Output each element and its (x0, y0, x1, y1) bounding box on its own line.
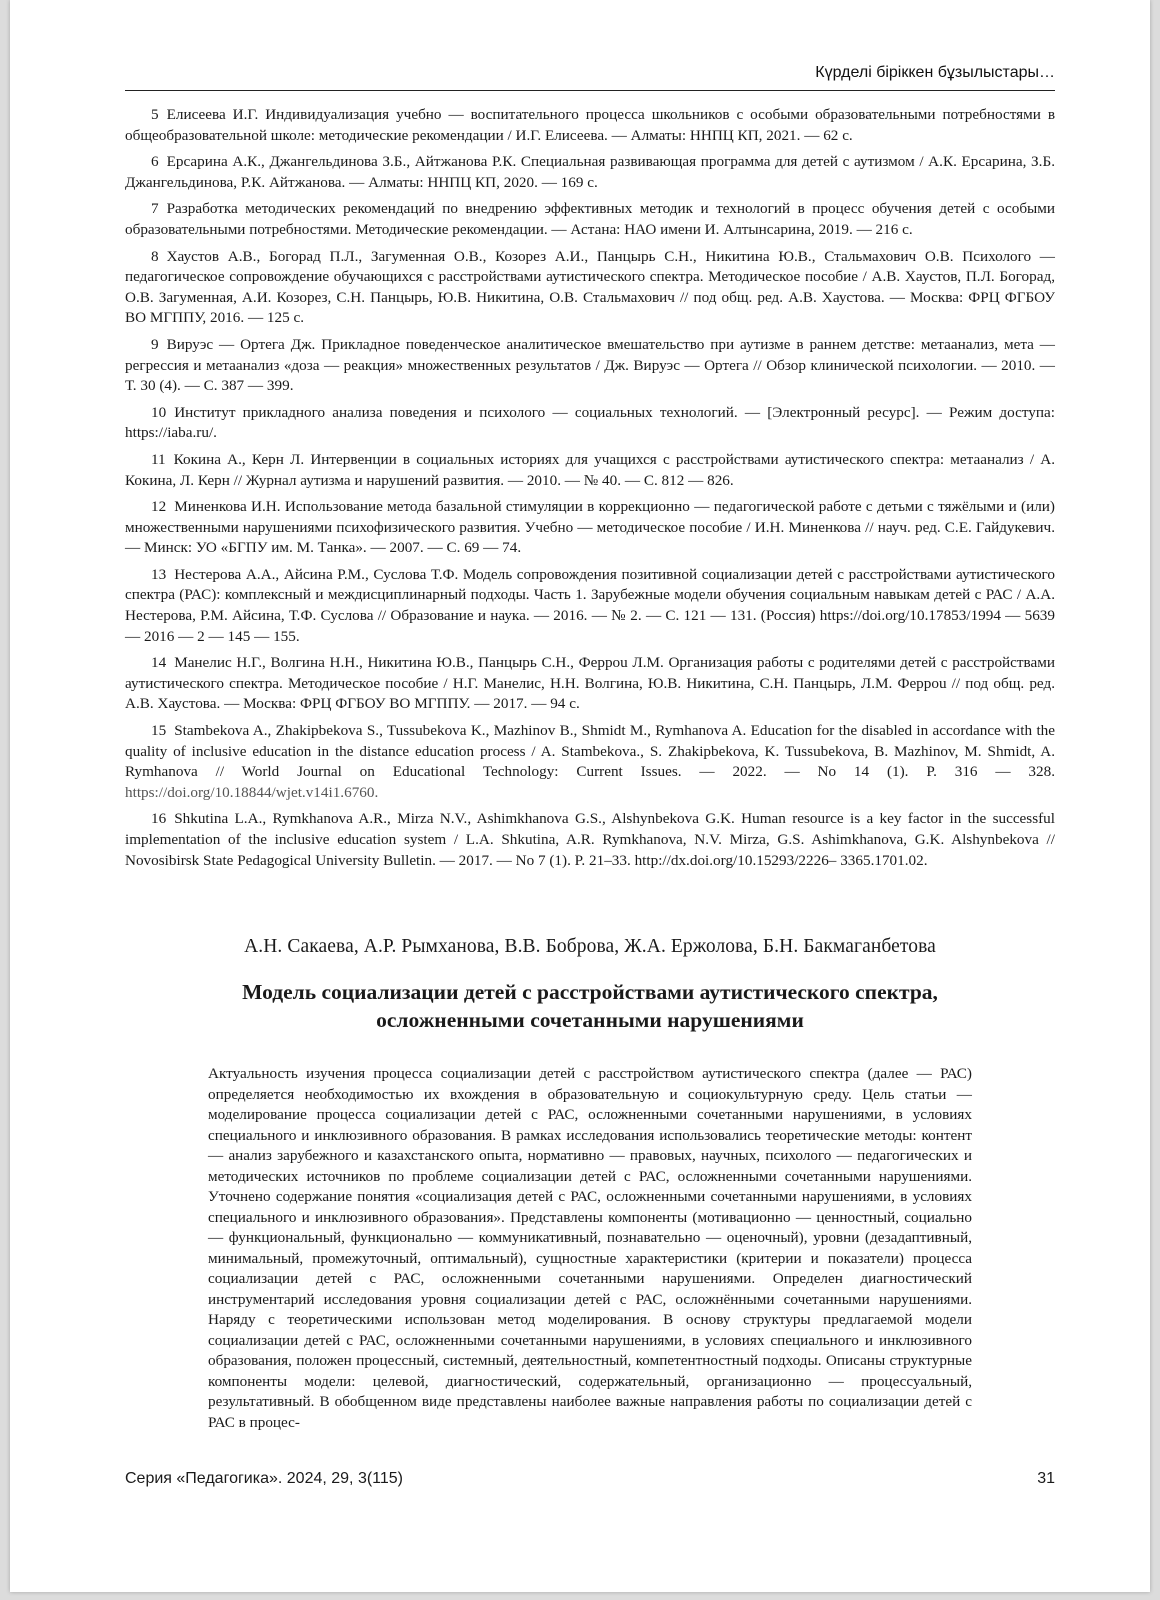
reference-text: Разработка методических рекомендаций по внедрению эффективных методик и технологий в процесс обучения детей с особыми образовательными потребностями. Методические рекомендации. — Астана: НАО имени И. Алтынсарина, 2019. — 216 с. (125, 200, 1055, 238)
reference-item (125, 565, 1055, 647)
reference-number: 14 (151, 654, 167, 672)
reference-number: 10 (151, 403, 167, 421)
page-number: 31 (1037, 1470, 1055, 1487)
reference-number: 12 (151, 498, 167, 516)
reference-item (125, 199, 1055, 240)
reference-item (125, 335, 1055, 397)
reference-text: Вируэс — Ортега Дж. Прикладное поведенческое аналитическое вмешательство при аутизме в раннем детстве: метаанализ, мета — регрессия и метаанализ «доза — реакция» множественных результатов / Дж. Вируэс — Ортега // Обзор клинической психологии. — 2010. — Т. 30 (4). — С. 387 — 399. (125, 335, 1055, 395)
journal-page (10, 0, 1150, 1592)
footer-series: Серия «Педагогика». 2024, 29, 3(115) (125, 1470, 404, 1487)
reference-item (125, 450, 1055, 491)
reference-number: 16 (151, 810, 167, 828)
reference-text: Shkutina L.A., Rymkhanova A.R., Mirza N.V., Ashimkhanova G.S., Alshynbekova G.K. Human resource is a key factor in the successful implementation of the inclusive education system / L.A. Shkutina, A.R. Rymkhanova, N.V. Mirza, G.S. Ashimkhanova, G.K. Alshynbekova // Novosibirsk State Pedagogical University Bulletin. — 2017. — No 7 (1). P. 21–33. http://dx.doi.org/10.15293/2226– 3365.1701.02. (125, 810, 1055, 869)
reference-list (125, 105, 1055, 877)
reference-text: Нестерова А.А., Айсина Р.М., Суслова Т.Ф. Модель сопровождения позитивной социализации детей с расстройствами аутистического спектра (РАС): комплексный и междисциплинарный подходы. Часть 1. Зарубежные модели обучения социальным навыкам детей с РАС / А.А. Нестерова, Р.М. Айсина, Т.Ф. Суслова // Образование и наука. — 2016. — № 2. — С. 121 — 131. (Россия) https://doi.org/10.17853/1994 — 5639 — 2016 — 2 — 145 — 155. (125, 565, 1055, 645)
reference-item (125, 653, 1055, 715)
reference-number: 5 (151, 106, 159, 123)
reference-text: Stambekova A., Zhakipbekova S., Tussubekova K., Mazhinov B., Shmidt M., Rymhanova A. Education for the disabled in accordance with the quality of inclusive education in the distance education process / A. Stambekova., S. Zhakipbekova, K. Tussubekova, B. Mazhinov, M. Shmidt, A. Rymhanova // World Journal on Educational Technology: Current Issues. — 2022. — No 14 (1). P. 316 — 328. (125, 722, 1055, 781)
reference-text: Хаустов А.В., Богорад П.Л., Загуменная О.В., Козорез А.И., Панцырь С.Н., Никитина Ю.В., Стальмахович О.В. Психолого — педагогическое сопровождение обучающихся с расстройствами аутистического спектра. Методическое пособие / А.В. Хаустов, П.Л. Богорад, О.В. Загуменная, А.И. Козорез, С.Н. Панцырь, Ю.В. Никитина, О.В. Стальмахович // под общ. ред. А.В. Хаустова. — Москва: ФРЦ ФГБОУ ВО МГППУ, 2016. — 125 с. (125, 247, 1055, 327)
reference-text: Манелис Н.Г., Волгина Н.Н., Никитина Ю.В., Панцырь С.Н., Ферроu Л.М. Организация работы с родителями детей с расстройствами аутистического спектра. Методическое пособие / Н.Г. Манелис, Н.Н. Волгина, Ю.В. Никитина, С.Н. Панцырь, Л.М. Ферроu // под общ. ред. А.В. Хаустова. — Москва: ФРЦ ФГБОУ ВО МГППУ. — 2017. — 94 с. (125, 654, 1055, 713)
reference-item (125, 105, 1055, 146)
reference-item (125, 809, 1055, 871)
reference-number: 6 (151, 153, 159, 171)
reference-number: 11 (151, 450, 166, 468)
reference-number: 7 (151, 200, 159, 218)
reference-item (125, 247, 1055, 329)
reference-text: Миненкова И.Н. Использование метода базальной стимуляции в коррекционно — педагогической работе с детьми с тяжёлыми и (или) множественными нарушениями психофизического развития. Учебно — методическое пособие / И.Н. Миненкова // науч. ред. С.Е. Гайдукевич. — Минск: УО «БГПУ им. М. Танка». — 2007. — С. 69 — 74. (125, 498, 1055, 557)
reference-number: 13 (151, 565, 167, 583)
article-abstract: Актуальность изучения процесса социализации детей с расстройством аутистического спектра (далее — РАС) определяется необходимостью их вхождения в образовательную и социокультурную среду. Цель статьи — моделирование процесса социализации детей с РАС, осложненными сочетанными нарушениями, в условиях специального и инклюзивного образования. В рамках исследования использовались теоретические методы: контент — анализ зарубежного и казахстанского опыта, нормативно — правовых, научных, психолого — педагогических и методических источников по проблеме социализации детей с РАС, осложненными сочетанными нарушениями. Уточнено содержание понятия «социализация детей с РАС, осложненными сочетанными нарушениями, в условиях специального и инклюзивного образования». Представлены компоненты (мотивационно — ценностный, социально — функциональный, функционально — коммуникативный, познавательно — оценочный), уровни (дезадаптивный, минимальный, промежуточный, оптимальный), сущностные характеристики (критерии и показатели) процесса социализации детей с РАС, осложненными сочетанными нарушениями. Определен диагностический инструментарий исследования уровня социализации детей с РАС, осложнёнными сочетанными нарушениями. Наряду с теоретическими использован метод моделирования. В основу структуры предлагаемой модели социализации детей с РАС, осложненными сочетанными нарушениями, в условиях специального и инклюзивного образования, положен процессный, системный, деятельностный, компетентностный подходы. Описаны структурные компоненты модели: целевой, диагностический, содержательный, организационно — процессуальный, результативный. В обобщенном виде представлены наиболее важные направления работы по социализации детей с РАС в процес- (208, 1065, 972, 1431)
running-head: Күрделі біріккен бұзылыстары… (815, 64, 1055, 81)
reference-item (125, 152, 1055, 193)
reference-number: 9 (151, 335, 159, 353)
article-title: Модель социализации детей с расстройствами аутистического спектра, осложненными сочетанными нарушениями (242, 980, 938, 1032)
article-authors: А.Н. Сакаева, А.Р. Рымханова, В.В. Боброва, Ж.А. Ержолова, Б.Н. Бакмаганбетова (244, 936, 936, 957)
reference-item (125, 403, 1055, 444)
reference-number: 8 (151, 247, 159, 265)
reference-item (125, 721, 1055, 803)
reference-doi-link[interactable]: https://doi.org/10.18844/wjet.v14i1.6760. (125, 783, 379, 801)
reference-item (125, 497, 1055, 559)
reference-text: Ерсарина А.К., Джангельдинова З.Б., Айтжанова Р.К. Специальная развивающая программа для детей с аутизмом / А.К. Ерсарина, З.Б. Джангельдинова, Р.К. Айтжанова. — Алматы: ННПЦ КП, 2020. — 169 с. (125, 153, 1055, 191)
reference-text: Елисеева И.Г. Индивидуализация учебно — воспитательного процесса школьников с особыми образовательными потребностями в общеобразовательной школе: методические рекомендации / И.Г. Елисеева. — Алматы: ННПЦ КП, 2021. — 62 с. (125, 106, 1055, 144)
header-divider (125, 90, 1055, 91)
reference-text: Кокина А., Керн Л. Интервенции в социальных историях для учащихся с расстройствами аутистического спектра: метаанализ / А. Кокина, Л. Керн // Журнал аутизма и нарушений развития. — 2010. — № 40. — С. 812 — 826. (125, 450, 1055, 489)
reference-number: 15 (151, 722, 167, 740)
reference-text: Институт прикладного анализа поведения и психолого — социальных технологий. — [Электронный ресурс]. — Режим доступа: https://iaba.ru/. (125, 403, 1055, 442)
